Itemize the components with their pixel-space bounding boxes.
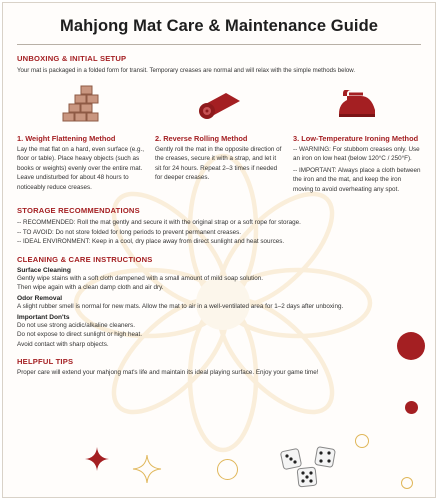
method-low-temp-ironing <box>293 84 421 194</box>
storage-ideal-environment: -- IDEAL ENVIRONMENT: Keep in a cool, dry place away from direct sunlight and heat sources. <box>17 238 285 246</box>
tips-heading: HELPFUL TIPS <box>17 357 74 367</box>
surface-cleaning-title: Surface Cleaning <box>17 266 71 274</box>
method-reverse-rolling <box>155 84 283 194</box>
unboxing-heading: UNBOXING & INITIAL SETUP <box>17 54 127 63</box>
dice-icon <box>276 444 342 490</box>
method-2-title: 2. Reverse Rolling Method <box>155 134 248 143</box>
red-circle-small <box>405 401 418 414</box>
red-circle-large <box>397 332 425 360</box>
page-title: Mahjong Mat Care & Maintenance Guide <box>59 17 379 35</box>
gold-sparkle-icon <box>132 454 162 484</box>
storage-list <box>17 218 421 247</box>
method-3-title: 3. Low-Temperature Ironing Method <box>293 134 419 143</box>
surface-cleaning-line-2: Then wipe again with a clean damp cloth and air dry. <box>17 284 164 292</box>
method-1-text: Lay the mat flat on a hard, even surface (e.g., floor or table). Place heavy objects (such as books or weights) evenly over the entire mat. Leave undisturbed for about 48 hours to noticeably reduce creases. <box>17 146 145 191</box>
iron-icon <box>335 86 379 122</box>
odor-removal-text: A slight rubber smell is normal for new mats. Allow the mat to air in a well-ventilated area for 1–2 days after unboxing. <box>17 303 344 310</box>
donts-line-2: Do not expose to direct sunlight or high heat. <box>17 331 142 339</box>
odor-removal-title: Odor Removal <box>17 295 63 302</box>
stacked-books-icon <box>61 85 101 123</box>
storage-to-avoid: -- TO AVOID: Do not store folded for long periods to prevent permanent creases. <box>17 228 242 236</box>
method-weight-flattening <box>17 84 145 194</box>
donts-line-3: Avoid contact with sharp objects. <box>17 340 109 348</box>
method-3-important: -- IMPORTANT: Always place a cloth between the iron and the mat, and keep the iron moving to avoid overheating any spot. <box>293 166 421 193</box>
storage-heading: STORAGE RECOMMENDATIONS <box>17 206 140 216</box>
gold-ring-bottom <box>217 459 238 480</box>
rolled-mat-icon <box>196 87 242 121</box>
surface-cleaning-line-1: Gently wipe stains with a soft cloth dampened with a small amount of mild soap solution. <box>17 274 264 282</box>
guide-page <box>2 2 436 498</box>
method-3-warning: -- WARNING: For stubborn creases only. Use an iron on low heat (below 120°C / 250°F). <box>293 146 420 163</box>
gold-ring-bottom-right <box>401 477 413 489</box>
storage-recommended: -- RECOMMENDED: Roll the mat gently and secure it with the original strap or a soft rope for storage. <box>17 219 301 227</box>
gold-ring-right <box>355 434 369 448</box>
method-1-title: 1. Weight Flattening Method <box>17 134 116 143</box>
method-2-text: Gently roll the mat in the opposite direction of the creases, secure it with a strap, and let it sit for 24 hours. Repeat 2–3 times if needed for deeper creases. <box>155 146 282 182</box>
tips-text: Proper care will extend your mahjong mat's life and maintain its ideal playing surface. Enjoy your game time! <box>17 369 319 377</box>
red-sparkle-icon <box>85 447 109 471</box>
important-donts-title: Important Don'ts <box>17 313 70 321</box>
donts-line-1: Do not use strong acidic/alkaline cleaners. <box>17 321 135 329</box>
cleaning-heading: CLEANING & CARE INSTRUCTIONS <box>17 254 153 264</box>
cleaning-section <box>17 267 421 350</box>
unboxing-intro: Your mat is packaged in a folded form for transit. Temporary creases are normal and will relax with the simple methods below. <box>17 67 356 74</box>
title-divider <box>17 44 421 45</box>
methods-row <box>17 84 421 194</box>
